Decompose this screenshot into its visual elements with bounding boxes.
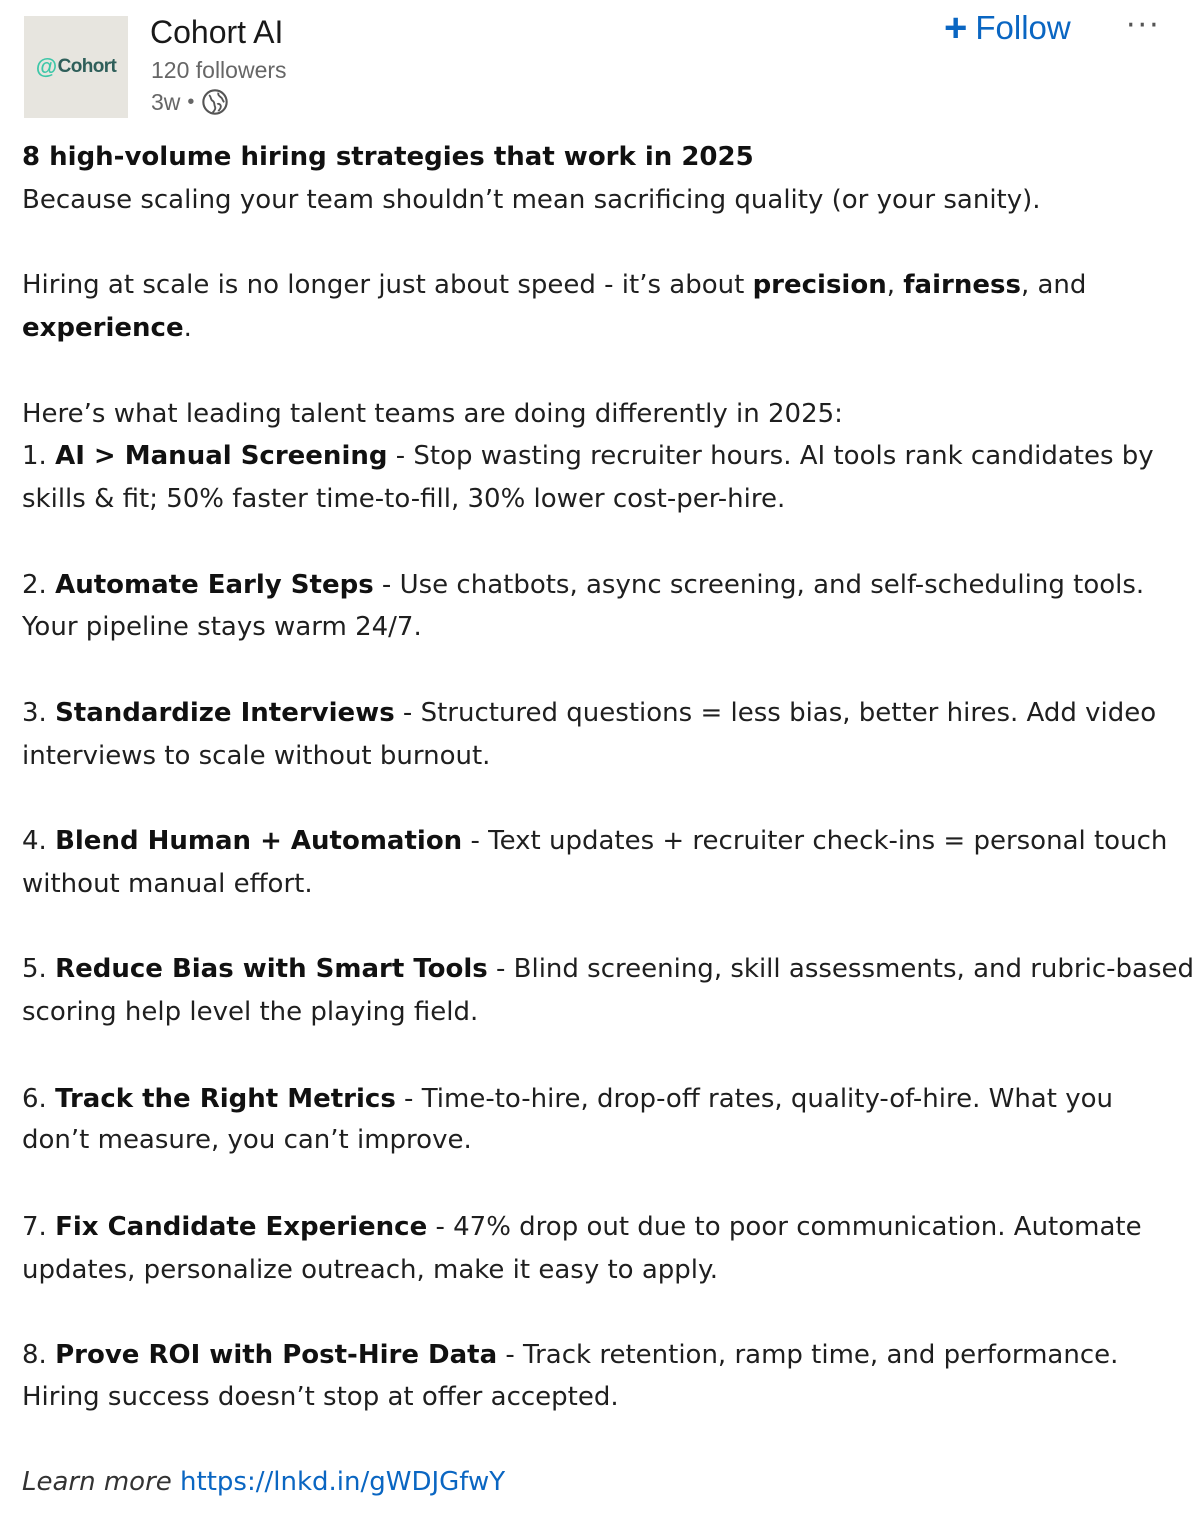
list-item-6-line-2: don’t measure, you can’t improve. (22, 1125, 472, 1155)
follow-button[interactable] (944, 8, 1071, 48)
learn-more-line (22, 1467, 505, 1498)
item-heading: Reduce Bias with Smart Tools (55, 954, 488, 984)
list-item-3-line-1 (22, 698, 1156, 729)
item-text: - 47% drop out due to poor communication. Automate (427, 1212, 1142, 1242)
intro-bold-fairness: fairness (903, 270, 1021, 300)
list-item-5-line-2: scoring help level the playing field. (22, 997, 479, 1027)
logo-text: Cohort (57, 56, 117, 77)
item-number: 2. (22, 570, 56, 600)
list-item-3-line-2: interviews to scale without burnout. (22, 741, 491, 771)
globe-icon (201, 88, 229, 116)
intro-bold-experience: experience (22, 313, 184, 343)
logo-wordmark (36, 54, 117, 80)
item-heading: Prove ROI with Post-Hire Data (55, 1340, 498, 1370)
follower-count: 120 followers (151, 57, 287, 83)
more-options-button[interactable]: ··· (1126, 8, 1161, 43)
list-item-1-line-1 (22, 441, 1154, 472)
item-number: 7. (22, 1212, 56, 1242)
item-heading: Fix Candidate Experience (55, 1212, 428, 1242)
learn-more-link[interactable]: https://lnkd.in/gWDJGfwY (180, 1467, 506, 1497)
item-number: 1. (22, 441, 56, 471)
list-item-4-line-1 (22, 826, 1167, 857)
list-item-1-line-2: skills & fit; 50% faster time-to-fill, 30% lower cost-per-hire. (22, 484, 786, 514)
item-text: - Blind screening, skill assessments, and rubric-based (487, 954, 1194, 984)
company-name[interactable]: Cohort AI (150, 14, 284, 50)
item-number: 3. (22, 698, 56, 728)
intro-text: , (886, 270, 904, 300)
list-item-4-line-2: without manual effort. (22, 869, 313, 899)
follow-label: Follow (975, 9, 1071, 46)
post-age: 3w (151, 88, 181, 115)
item-text: - Text updates + recruiter check-ins = personal touch (462, 826, 1168, 856)
list-item-2-line-2: Your pipeline stays warm 24/7. (22, 612, 422, 642)
intro-bold-precision: precision (752, 270, 887, 300)
item-number: 5. (22, 954, 56, 984)
item-heading: Blend Human + Automation (55, 826, 463, 856)
list-item-7-line-1 (22, 1212, 1142, 1243)
item-text: - Structured questions = less bias, better hires. Add video (394, 698, 1157, 728)
meta-separator: • (187, 90, 195, 113)
list-item-5-line-1 (22, 954, 1194, 985)
item-heading: Automate Early Steps (55, 570, 374, 600)
intro-text: Hiring at scale is no longer just about speed - it’s about (22, 270, 753, 300)
post-subtitle: Because scaling your team shouldn’t mean sacrificing quality (or your sanity). (22, 185, 1041, 215)
learn-more-label: Learn more (22, 1467, 172, 1497)
list-item-6-line-1 (22, 1084, 1113, 1115)
item-number: 8. (22, 1340, 56, 1370)
intro-text: , and (1020, 270, 1087, 300)
intro-line-2 (22, 313, 192, 344)
post-header (0, 0, 1200, 130)
item-heading: AI > Manual Screening (55, 441, 388, 471)
post-meta (151, 88, 229, 116)
item-heading: Track the Right Metrics (55, 1084, 396, 1114)
list-item-2-line-1 (22, 570, 1144, 601)
item-number: 4. (22, 826, 56, 856)
list-item-8-line-2: Hiring success doesn’t stop at offer accepted. (22, 1382, 619, 1412)
lead-line: Here’s what leading talent teams are doing differently in 2025: (22, 399, 843, 429)
item-text: - Stop wasting recruiter hours. AI tools rank candidates by (387, 441, 1154, 471)
plus-icon: + (944, 6, 968, 50)
list-item-8-line-1 (22, 1340, 1118, 1371)
logo-mark-icon: @ (35, 54, 57, 79)
item-number: 6. (22, 1084, 56, 1114)
item-text: - Time-to-hire, drop-off rates, quality-of-hire. What you (395, 1084, 1113, 1114)
list-item-7-line-2: updates, personalize outreach, make it easy to apply. (22, 1255, 718, 1285)
intro-text: . (183, 313, 192, 343)
post-title: 8 high-volume hiring strategies that work in 2025 (22, 142, 754, 172)
intro-line-1 (22, 270, 1086, 301)
item-text: - Use chatbots, async screening, and self-scheduling tools. (373, 570, 1145, 600)
item-heading: Standardize Interviews (55, 698, 395, 728)
company-logo[interactable] (24, 16, 128, 118)
item-text: - Track retention, ramp time, and performance. (497, 1340, 1119, 1370)
